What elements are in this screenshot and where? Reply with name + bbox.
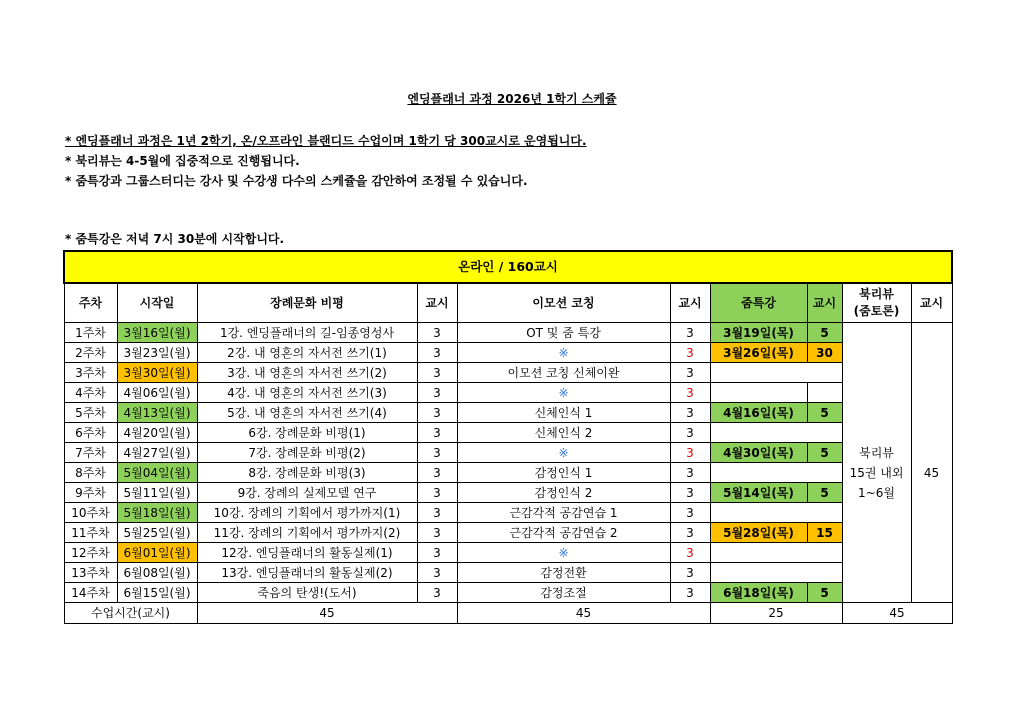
table-row — [64, 323, 952, 343]
coaching-cell: ※ — [457, 383, 670, 403]
start-time-note: * 줌특강은 저녁 7시 30분에 시작합니다. — [65, 232, 285, 246]
review-cell — [842, 523, 911, 543]
coaching-cell: 신체인식 1 — [457, 403, 670, 423]
hours-cell: 3 — [670, 563, 710, 583]
week-cell: 1주차 — [64, 323, 117, 343]
lecture-cell: 12강. 엔딩플래너의 활동실제(1) — [197, 543, 417, 563]
page-title: 엔딩플래너 과정 2026년 1학기 스케쥴 — [407, 92, 617, 106]
coaching-cell: 근감각적 공감연습 2 — [457, 523, 670, 543]
review-hours-cell — [911, 483, 952, 503]
zoom-cell — [710, 463, 842, 483]
week-cell: 12주차 — [64, 543, 117, 563]
review-hours-cell — [911, 343, 952, 363]
hours-cell: 3 — [417, 583, 457, 603]
table-row — [64, 583, 952, 603]
zoom-hours-cell: 5 — [807, 583, 842, 603]
hours-cell: 3 — [417, 543, 457, 563]
table-row — [64, 483, 952, 503]
review-cell — [842, 563, 911, 583]
review-hours-cell — [911, 583, 952, 603]
week-cell: 2주차 — [64, 343, 117, 363]
lecture-cell: 4강. 내 영혼의 자서전 쓰기(3) — [197, 383, 417, 403]
review-cell — [842, 363, 911, 383]
lecture-cell: 10강. 장례의 기획에서 평가까지(1) — [197, 503, 417, 523]
header-row — [64, 283, 952, 323]
coaching-cell: 감정인식 2 — [457, 483, 670, 503]
week-cell: 3주차 — [64, 363, 117, 383]
start-cell: 4월06일(월) — [117, 383, 197, 403]
totals-coaching: 45 — [457, 603, 710, 624]
lecture-cell: 1강. 엔딩플래너의 길-임종영성사 — [197, 323, 417, 343]
zoom-cell: 3월19일(목) — [710, 323, 807, 343]
coaching-cell: ※ — [457, 543, 670, 563]
coaching-cell: ※ — [457, 343, 670, 363]
totals-row — [64, 603, 952, 624]
table-row — [64, 383, 952, 403]
review-hours-cell — [911, 403, 952, 423]
header-start: 시작일 — [117, 283, 197, 323]
review-hours-cell — [911, 523, 952, 543]
week-cell: 8주차 — [64, 463, 117, 483]
note-item: * 줌특강과 그룹스터디는 강사 및 수강생 다수의 스케쥴을 감안하여 조정될 수 있습니다. — [65, 174, 528, 188]
lecture-cell: 죽음의 탄생!(도서) — [197, 583, 417, 603]
hours-cell: 3 — [417, 443, 457, 463]
table-row — [64, 463, 952, 483]
hours-cell: 3 — [417, 463, 457, 483]
week-cell: 7주차 — [64, 443, 117, 463]
lecture-cell: 7강. 장례문화 비평(2) — [197, 443, 417, 463]
hours-cell: 3 — [670, 343, 710, 363]
zoom-hours-cell: 15 — [807, 523, 842, 543]
totals-review: 45 — [842, 603, 952, 624]
header-week: 주차 — [64, 283, 117, 323]
review-cell — [842, 543, 911, 563]
table-row — [64, 543, 952, 563]
review-cell — [842, 583, 911, 603]
header-zoom: 줌특강 — [710, 283, 807, 323]
review-hours-cell — [911, 363, 952, 383]
zoom-cell — [710, 563, 842, 583]
coaching-cell: 감정인식 1 — [457, 463, 670, 483]
zoom-cell: 4월16일(목) — [710, 403, 807, 423]
hours-cell: 3 — [670, 423, 710, 443]
zoom-cell: 5월14일(목) — [710, 483, 807, 503]
review-hours-cell: 45 — [911, 463, 952, 483]
week-cell: 11주차 — [64, 523, 117, 543]
header-hours: 교시 — [807, 283, 842, 323]
zoom-hours-cell: 5 — [807, 323, 842, 343]
review-hours-cell — [911, 423, 952, 443]
zoom-cell — [710, 503, 842, 523]
review-period: 1~6월 — [858, 485, 895, 500]
lecture-cell: 5강. 내 영혼의 자서전 쓰기(4) — [197, 403, 417, 423]
lecture-cell: 6강. 장례문화 비평(1) — [197, 423, 417, 443]
hours-cell: 3 — [417, 563, 457, 583]
start-cell: 3월30일(월) — [117, 363, 197, 383]
review-hours-cell — [911, 443, 952, 463]
hours-cell: 3 — [417, 483, 457, 503]
week-cell: 5주차 — [64, 403, 117, 423]
hours-cell: 3 — [670, 483, 710, 503]
hours-cell: 3 — [670, 323, 710, 343]
table-row — [64, 363, 952, 383]
hours-cell: 3 — [670, 503, 710, 523]
lecture-cell: 2강. 내 영혼의 자서전 쓰기(1) — [197, 343, 417, 363]
zoom-hours-cell: 30 — [807, 343, 842, 363]
review-title: 북리뷰 — [859, 445, 894, 460]
start-cell: 5월11일(월) — [117, 483, 197, 503]
start-cell: 6월15일(월) — [117, 583, 197, 603]
coaching-cell: 신체인식 2 — [457, 423, 670, 443]
header-hours: 교시 — [911, 283, 952, 323]
start-cell: 4월20일(월) — [117, 423, 197, 443]
hours-cell: 3 — [417, 323, 457, 343]
start-cell: 6월01일(월) — [117, 543, 197, 563]
hours-cell: 3 — [670, 463, 710, 483]
hours-cell: 3 — [670, 403, 710, 423]
review-hours-cell — [911, 503, 952, 523]
hours-cell: 3 — [417, 423, 457, 443]
start-cell: 5월04일(월) — [117, 463, 197, 483]
week-cell: 14주차 — [64, 583, 117, 603]
zoom-cell: 5월28일(목) — [710, 523, 807, 543]
hours-cell: 3 — [417, 403, 457, 423]
week-cell: 9주차 — [64, 483, 117, 503]
schedule-table — [63, 250, 953, 624]
hours-cell: 3 — [670, 443, 710, 463]
review-cell — [842, 463, 911, 483]
review-cell — [842, 483, 911, 503]
table-row — [64, 523, 952, 543]
lecture-cell: 8강. 장례문화 비평(3) — [197, 463, 417, 483]
start-cell: 3월16일(월) — [117, 323, 197, 343]
zoom-cell — [710, 423, 842, 443]
totals-lecture: 45 — [197, 603, 457, 624]
review-cell — [842, 403, 911, 423]
week-cell: 4주차 — [64, 383, 117, 403]
zoom-cell — [710, 363, 842, 383]
week-cell: 13주차 — [64, 563, 117, 583]
zoom-cell: 3월26일(목) — [710, 343, 807, 363]
review-hours-cell — [911, 563, 952, 583]
header-review-line2: (줌토론) — [853, 304, 900, 318]
hours-cell: 3 — [670, 383, 710, 403]
note-item: * 북리뷰는 4-5월에 집중적으로 진행됩니다. — [65, 154, 300, 168]
table-row — [64, 503, 952, 523]
header-coaching: 이모션 코칭 — [457, 283, 670, 323]
hours-cell: 3 — [670, 363, 710, 383]
review-cell — [842, 343, 911, 363]
zoom-cell — [710, 383, 807, 403]
totals-zoom: 25 — [710, 603, 842, 624]
table-row — [64, 403, 952, 423]
start-cell: 5월18일(월) — [117, 503, 197, 523]
table-row — [64, 343, 952, 363]
hours-cell: 3 — [670, 543, 710, 563]
hours-cell: 3 — [417, 523, 457, 543]
review-cell — [842, 443, 911, 463]
start-cell: 3월23일(월) — [117, 343, 197, 363]
hours-cell: 3 — [417, 343, 457, 363]
coaching-cell: 근감각적 공감연습 1 — [457, 503, 670, 523]
zoom-hours-cell: 5 — [807, 403, 842, 423]
lecture-cell: 9강. 장례의 실제모델 연구 — [197, 483, 417, 503]
lecture-cell: 11강. 장례의 기획에서 평가까지(2) — [197, 523, 417, 543]
week-cell: 6주차 — [64, 423, 117, 443]
zoom-cell — [710, 543, 842, 563]
lecture-cell: 3강. 내 영혼의 자서전 쓰기(2) — [197, 363, 417, 383]
start-cell: 6월08일(월) — [117, 563, 197, 583]
header-review — [842, 283, 911, 323]
header-hours: 교시 — [417, 283, 457, 323]
table-row — [64, 443, 952, 463]
banner: 온라인 / 160교시 — [64, 251, 952, 283]
start-cell: 5월25일(월) — [117, 523, 197, 543]
hours-cell: 3 — [417, 383, 457, 403]
header-review-line1: 북리뷰 — [859, 287, 894, 301]
review-hours-cell — [911, 323, 952, 343]
table-row — [64, 423, 952, 443]
zoom-hours-cell — [807, 383, 842, 403]
start-cell: 4월13일(월) — [117, 403, 197, 423]
start-cell: 4월27일(월) — [117, 443, 197, 463]
lecture-cell: 13강. 엔딩플래너의 활동실제(2) — [197, 563, 417, 583]
hours-cell: 3 — [417, 503, 457, 523]
header-lecture: 장례문화 비평 — [197, 283, 417, 323]
review-cell — [842, 503, 911, 523]
zoom-hours-cell: 5 — [807, 483, 842, 503]
coaching-cell: ※ — [457, 443, 670, 463]
header-hours: 교시 — [670, 283, 710, 323]
review-hours-cell — [911, 383, 952, 403]
review-count: 15권 내외 — [849, 465, 904, 480]
review-cell — [842, 383, 911, 403]
coaching-cell: OT 및 줌 특강 — [457, 323, 670, 343]
hours-cell: 3 — [670, 523, 710, 543]
coaching-cell: 감정전환 — [457, 563, 670, 583]
review-cell — [842, 423, 911, 443]
hours-cell: 3 — [670, 583, 710, 603]
totals-label: 수업시간(교시) — [64, 603, 197, 624]
table-row — [64, 563, 952, 583]
zoom-cell: 6월18일(목) — [710, 583, 807, 603]
coaching-cell: 감정조절 — [457, 583, 670, 603]
review-cell — [842, 323, 911, 343]
week-cell: 10주차 — [64, 503, 117, 523]
zoom-hours-cell: 5 — [807, 443, 842, 463]
notes — [65, 131, 587, 191]
review-hours-cell — [911, 543, 952, 563]
hours-cell: 3 — [417, 363, 457, 383]
zoom-cell: 4월30일(목) — [710, 443, 807, 463]
note-item: * 엔딩플래너 과정은 1년 2학기, 온/오프라인 블랜디드 수업이며 1학기 당 300교시로 운영됩니다. — [65, 134, 587, 148]
coaching-cell: 이모션 코칭 신체이완 — [457, 363, 670, 383]
